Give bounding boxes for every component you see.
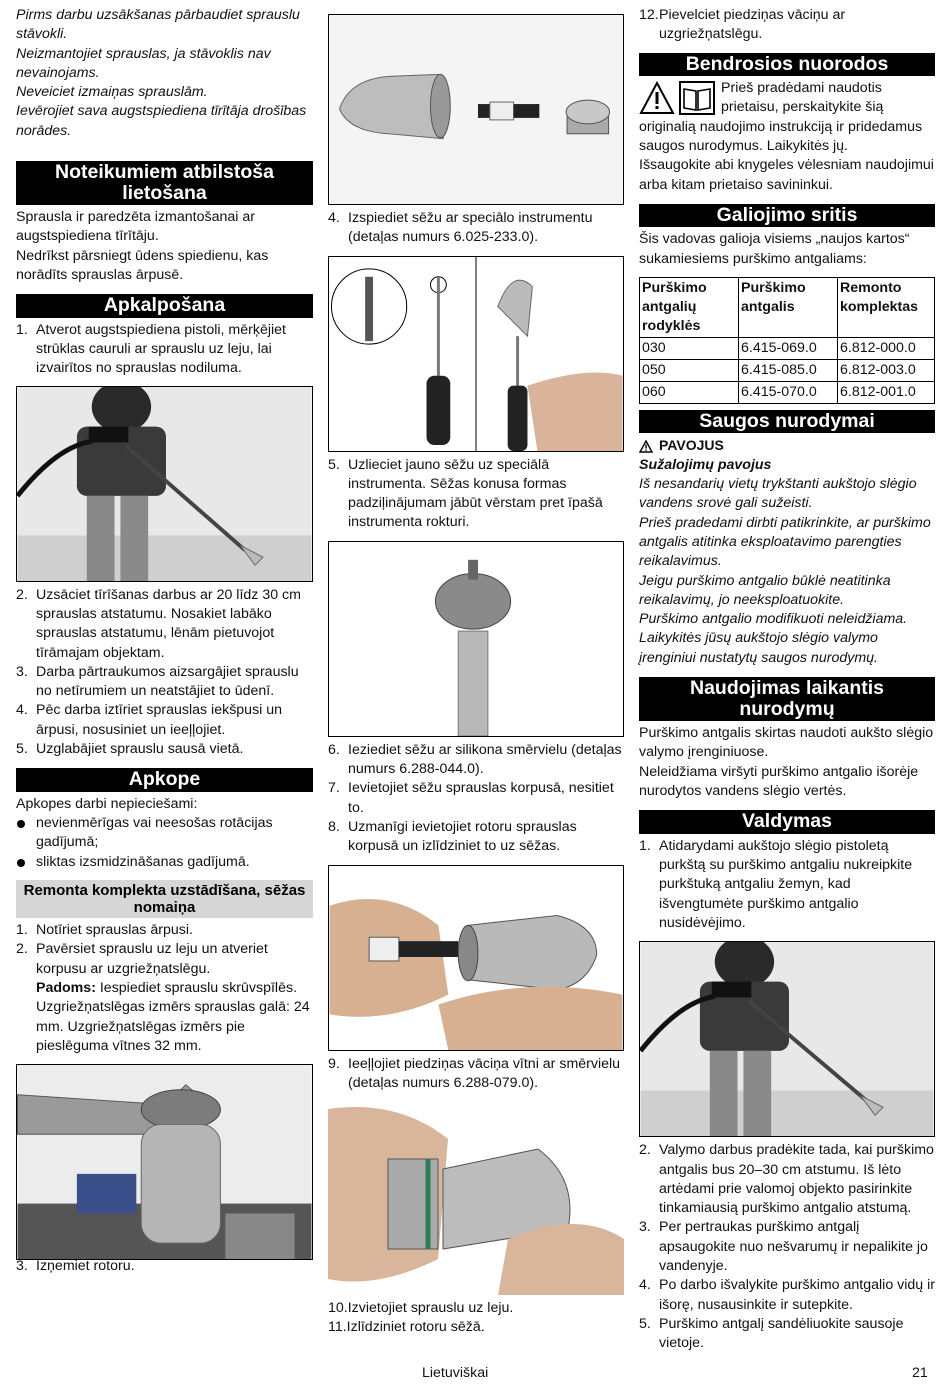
table-header-row — [640, 277, 935, 337]
list-item — [16, 663, 313, 702]
list-item — [639, 1218, 935, 1276]
list-item — [16, 921, 313, 940]
heading-maintenance: Apkope — [16, 768, 313, 792]
list-item — [16, 321, 313, 379]
list-text: Ievietojiet sēžu sprauslas korpusā, nesitiet to. — [348, 780, 614, 816]
list-item — [639, 1315, 935, 1354]
general-text: Prieš pradėdami naudotis prietaisu, perskaitykite šią originalią naudojimo instrukciją ir pridedamus saugos nurodymus. Laikykitės jų. — [639, 80, 923, 154]
spray-gun-photo — [17, 387, 312, 581]
heading-intended-use-lt: Naudojimas laikantis nurodymų — [639, 677, 935, 721]
list-item — [328, 741, 624, 780]
column-1 — [16, 6, 313, 1276]
nozzle-table — [639, 277, 935, 404]
list-text: Darba pārtraukumos aizsargājiet sprauslu no netīrumiem un neatstājiet to ūdenī. — [36, 663, 299, 700]
table-cell: 050 — [640, 359, 739, 381]
table-cell: 6.812-003.0 — [838, 359, 935, 381]
list-text: Izspiediet sēžu ar speciālo instrumentu (detaļas numurs 6.025-233.0). — [348, 210, 593, 246]
column-2 — [328, 6, 624, 1338]
list-text: Per pertraukas purškimo antgalį apsaugokite nuo nešvarumų ir nepalikite jo vandenyje. — [659, 1219, 928, 1274]
list-number: 10. — [328, 1300, 348, 1317]
list-item — [639, 1276, 935, 1315]
list-item — [328, 1318, 624, 1337]
list-number: 11. — [328, 1319, 347, 1336]
list-item — [16, 701, 313, 740]
nozzle-parts-photo — [329, 15, 623, 204]
scope-text: Šis vadovas galioja visiems „naujos kartos“ sukamiesiems purškimo antgaliams: — [639, 231, 910, 267]
list-text: Valymo darbus pradėkite tada, kai purškimo antgalis bus 20–30 cm atstumu. Iš lėto artėdami prie valomoj objekto pasirinkite tinkamiausią purškimo antgalio atstumą. — [659, 1142, 934, 1217]
intro-line: Pirms darbu uzsākšanas pārbaudiet sprauslu stāvokli. — [16, 7, 300, 43]
seat-on-tool-photo — [329, 542, 623, 736]
list-number: 5. — [639, 1315, 651, 1332]
list-item — [328, 456, 624, 533]
intro-line: Neveiciet izmaiņas sprauslām. — [16, 84, 208, 101]
figure-wrench — [16, 1064, 313, 1260]
heading-general-notes: Bendrosios nuorodos — [639, 53, 935, 77]
list-text: Atverot augstspiediena pistoli, mērķējiet strūklas cauruli ar sprauslu uz leju, lai izvairītos no sprauslas nodiluma. — [36, 321, 286, 377]
danger-text: PAVOJUS — [659, 437, 724, 454]
tip-text: Iespiediet sprauslu skrūvspīlēs. Uzgriežņatslēgas izmērs sprauslas galā: 24 mm. Uzgriežņatslēgas izmērs pie pieslēguma vītnes 32 mm. — [36, 979, 310, 1054]
heading-control: Valdymas — [639, 810, 935, 834]
table-row — [640, 381, 935, 403]
list-number: 4. — [328, 210, 340, 226]
figure-seat-on-tool — [328, 541, 624, 737]
list-number: 1. — [639, 837, 651, 854]
table-row — [640, 359, 935, 381]
list-item — [639, 1141, 935, 1218]
read-manual-book-icon — [679, 81, 715, 115]
special-tool-photo — [329, 257, 623, 451]
figure-spray-gun-2 — [639, 941, 935, 1137]
heading-safety: Saugos nurodymai — [639, 410, 935, 434]
safety-line: Iš nesandarių vietų trykštanti aukštojo slėgio vandens srovė gali sužeisti. — [639, 476, 917, 512]
list-text: Uzlieciet jauno sēžu uz speciālā instrumenta. Sēžas konusa formas padziļinājumam jābūt vērstam pret īpašā instrumenta rokturi. — [348, 456, 603, 531]
list-item — [16, 940, 313, 979]
list-text: Pēc darba iztīriet sprauslas iekšpusi un ārpusi, nosusiniet un ieeļļojiet. — [36, 702, 283, 738]
table-header: Purškimo antgalis — [739, 277, 838, 337]
list-number: 2. — [639, 1142, 651, 1159]
list-number: 4. — [16, 702, 28, 719]
table-cell: 6.415-070.0 — [739, 381, 838, 403]
list-item — [16, 740, 313, 759]
tip — [16, 979, 313, 1056]
list-number: 12. — [639, 7, 659, 23]
table-cell: 6.812-000.0 — [838, 337, 935, 359]
list-number: 3. — [16, 663, 28, 680]
list-text: Ieeļļojiet piedziņas vāciņa vītni ar smērvielu (detaļas numurs 6.288-079.0). — [348, 1055, 621, 1091]
control-steps — [639, 1141, 935, 1353]
list-text: Purškimo antgalį sandėliuokite sausoje vietoje. — [659, 1315, 904, 1352]
safety-text — [639, 475, 935, 668]
list-number: 1. — [16, 321, 28, 338]
list-item — [328, 818, 624, 857]
list-text: Po darbo išvalykite purškimo antgalio vidų ir išorę, nusausinkite ir sutepkite. — [659, 1277, 935, 1313]
list-text: Uzglabājiet sprauslu sausā vietā. — [36, 741, 244, 758]
table-header: Purškimo antgalių rodyklės — [640, 277, 739, 337]
bullet-item: nevienmērīgas vai neesošas rotācijas gadījumā; — [16, 814, 313, 853]
heading-intended-use: Noteikumiem atbilstoša lietošana — [16, 161, 313, 205]
table-header: Remonto komplektas — [838, 277, 935, 337]
list-text: Atidarydami aukštojo slėgio pistoletą purkštą su purškimo antgaliu nukreipkite purkštuką antgaliu žemyn, kad išvengtumėte purškimo antgalio nusidėvėjimo. — [659, 837, 913, 931]
list-item — [328, 1299, 624, 1318]
steps-6-8 — [328, 741, 624, 857]
tip-label: Padoms: — [36, 979, 96, 996]
page-number: 21 — [912, 1365, 928, 1381]
thread-lubricate-photo — [328, 1099, 624, 1295]
safety-icons — [639, 81, 715, 115]
table-cell: 030 — [640, 337, 739, 359]
table-row — [640, 337, 935, 359]
figure-spray-gun — [16, 386, 313, 582]
general-notes — [639, 79, 935, 195]
table-cell: 6.415-069.0 — [739, 337, 838, 359]
intro-line: Neizmantojiet sprauslas, ja stāvoklis nav nevainojams. — [16, 45, 271, 81]
list-text: Ieziediet sēžu ar silikona smērvielu (detaļas numurs 6.288-044.0). — [348, 741, 622, 778]
intro-line: Ievērojiet sava augstspiediena tīrītāja drošības norādes. — [16, 103, 307, 139]
heading-operation: Apkalpošana — [16, 294, 313, 318]
danger-label — [639, 436, 935, 455]
table-cell: 060 — [640, 381, 739, 403]
column-3 — [639, 6, 935, 1353]
maintenance-intro: Apkopes darbi nepieciešami: — [16, 795, 198, 812]
figure-nozzle-parts — [328, 14, 624, 205]
list-item — [328, 779, 624, 818]
general-text: Išsaugokite abi knygeles vėlesniam naudojimui arba kitam prietaiso savininkui. — [639, 157, 934, 193]
warning-triangle-icon — [639, 440, 653, 453]
figure-thread-lubricate — [328, 1099, 624, 1295]
list-number: 7. — [328, 780, 340, 797]
table-cell: 6.812-001.0 — [838, 381, 935, 403]
list-number: 8. — [328, 818, 340, 835]
list-number: 5. — [328, 456, 340, 473]
heading-scope: Galiojimo sritis — [639, 204, 935, 228]
figure-rotor-insert — [328, 865, 624, 1051]
safety-line: Prieš pradedami dirbti patikrinkite, ar purškimo antgalis atitinka eksploatavimo parengties reikalavimus. — [639, 514, 931, 570]
figure-special-tool — [328, 256, 624, 452]
list-text: Uzsāciet tīrīšanas darbus ar 20 līdz 30 cm sprauslas atstatumu. Nosakiet labāko sprauslas atstatumu, lēnām pietuvojot tīrāmajam objektam. — [36, 586, 301, 661]
list-number: 4. — [639, 1277, 651, 1294]
list-item — [639, 6, 935, 45]
use-text: Nedrīkst pārsniegt ūdens spiedienu, kas norādīts sprauslas ārpusē. — [16, 247, 269, 283]
list-number: 9. — [328, 1055, 340, 1072]
list-item — [639, 837, 935, 933]
list-text: Izņemiet rotoru. — [36, 1258, 135, 1275]
list-item — [16, 1257, 313, 1276]
safety-line: Laikykitės jūsų aukštojo slėgio valymo įrenginiui nustatytų saugos nurodymų. — [639, 630, 878, 666]
list-number: 5. — [16, 741, 28, 758]
list-text: Izlīdziniet rotoru sēžā. — [346, 1319, 485, 1336]
list-item — [16, 586, 313, 663]
list-text: Notīriet sprauslas ārpusi. — [36, 922, 193, 939]
bullet-item: sliktas izsmidzināšanas gadījumā. — [16, 853, 313, 872]
intended-text: Neleidžiama viršyti purškimo antgalio išorėje nurodytos vandens slėgio vertės. — [639, 763, 919, 799]
wrench-photo — [17, 1065, 312, 1259]
footer-language: Lietuviškai — [422, 1365, 489, 1381]
list-number: 1. — [16, 922, 28, 939]
list-number: 3. — [16, 1258, 28, 1275]
list-text: Pavērsiet sprauslu uz leju un atveriet korpusu ar uzgriežņatslēgu. — [36, 941, 268, 977]
intro-notes — [16, 6, 313, 141]
warning-triangle-icon — [639, 81, 675, 115]
list-text: Uzmanīgi ievietojiet rotoru sprauslas korpusā un izlīdziniet to uz sēžas. — [348, 818, 577, 855]
list-item — [328, 1055, 624, 1094]
safety-line: Jeigu purškimo antgalio būklė neatitinka reikalavimų, jo neeksploatuokite. — [639, 572, 891, 608]
intended-text: Purškimo antgalis skirtas naudoti aukšto slėgio valymo įrenginiuose. — [639, 725, 934, 761]
heading-repair-kit: Remonta komplekta uzstādīšana, sēžas nomaiņa — [16, 880, 313, 918]
spray-gun-photo-2 — [640, 942, 934, 1136]
list-item — [328, 209, 624, 248]
list-number: 2. — [16, 941, 28, 958]
list-text: Izvietojiet sprauslu uz leju. — [347, 1300, 514, 1317]
safety-line: Purškimo antgalio modifikuoti neleidžiama. — [639, 611, 908, 628]
list-number: 6. — [328, 741, 340, 758]
list-number: 2. — [16, 586, 28, 603]
table-cell: 6.415-085.0 — [739, 359, 838, 381]
injury-title: Sužalojimų pavojus — [639, 456, 772, 473]
operation-steps — [16, 586, 313, 760]
use-text: Sprausla ir paredzēta izmantošanai ar augstspiediena tīrītāju. — [16, 209, 255, 245]
list-text: Pievelciet piedziņas vāciņu ar uzgriežņatslēgu. — [659, 7, 846, 43]
rotor-insert-photo — [329, 866, 623, 1050]
list-number: 3. — [639, 1219, 651, 1236]
